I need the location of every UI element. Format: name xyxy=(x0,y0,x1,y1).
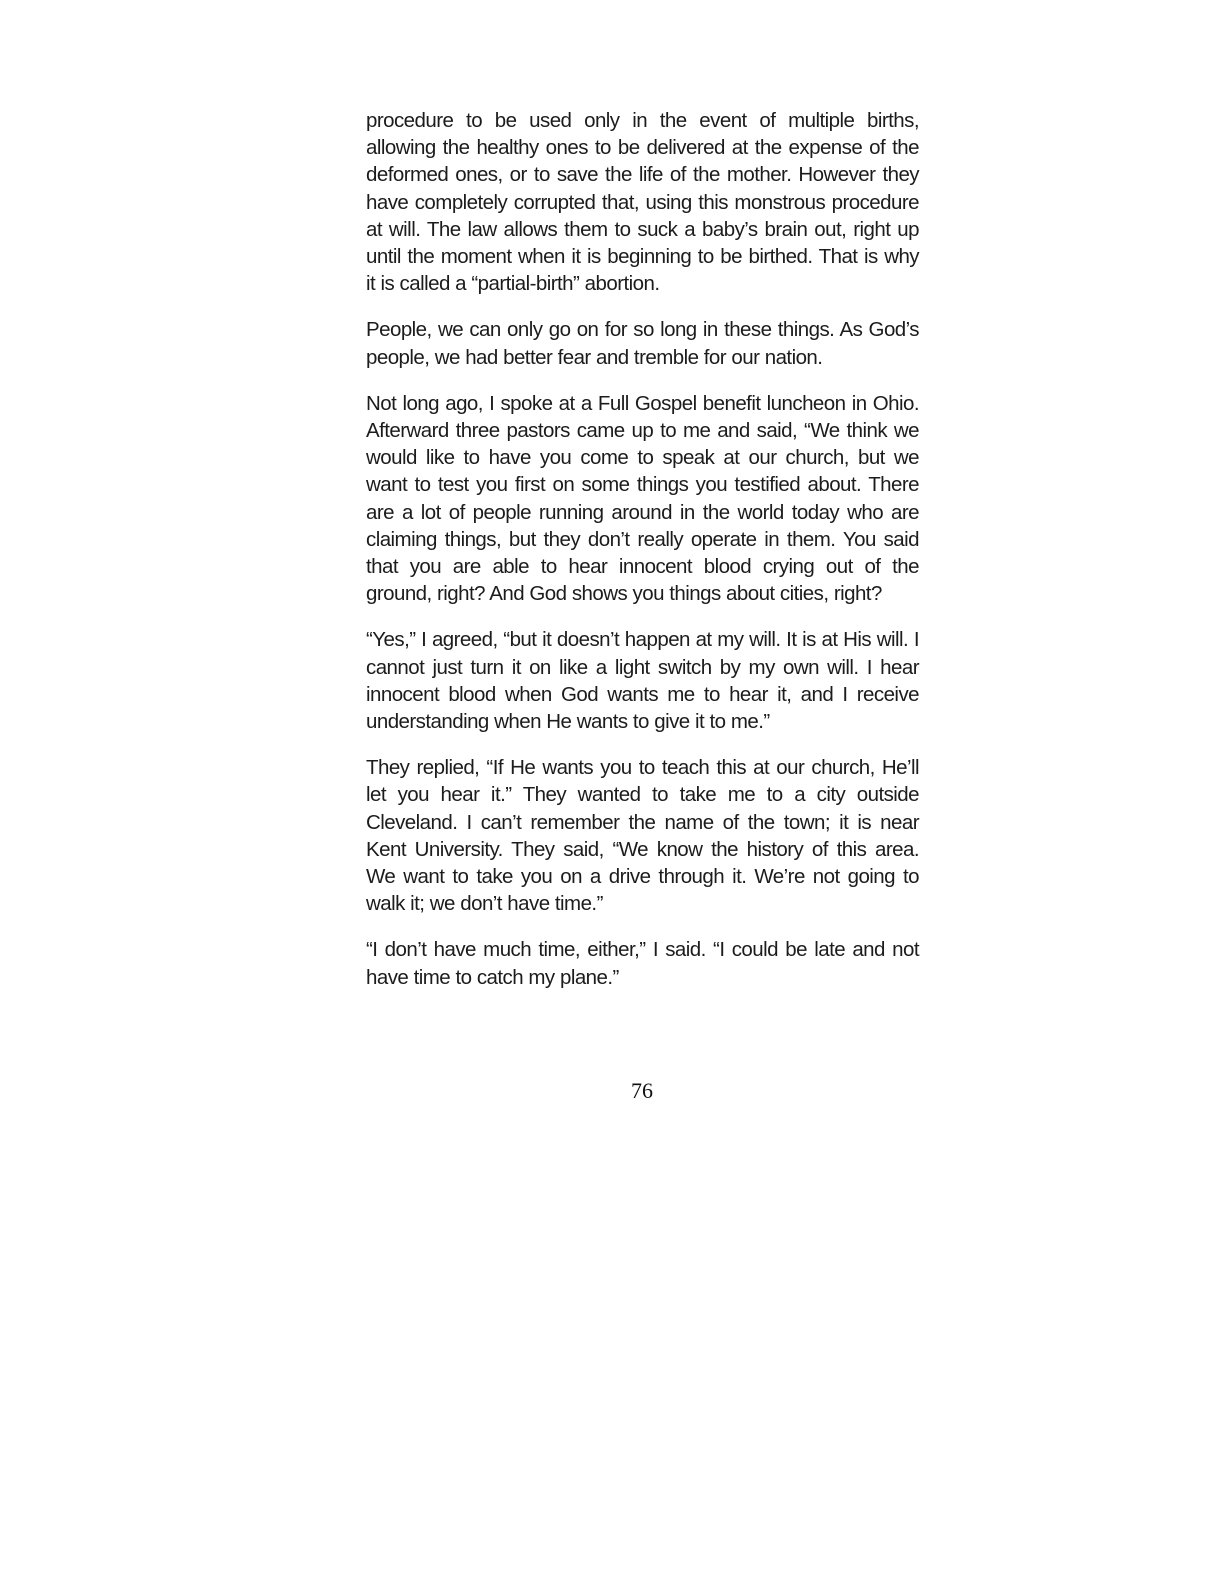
paragraph-5: They replied, “If He wants you to teach this at our church, He’ll let you hear it.” They wanted to take me to a city outside Cleveland. I can’t remember the name of the town; it is near Kent University. They said, “We know the history of this area. We want to take you on a drive through it. We’re not going to walk it; we don’t have time.” xyxy=(366,756,919,916)
paragraph-3: Not long ago, I spoke at a Full Gospel benefit luncheon in Ohio. Afterward three pastors came up to me and said, “We think we would like to have you come to speak at our church, but we want to test you first on some things you testified about. There are a lot of people running around in the world today who are claiming things, but they don’t really operate in them. You said that you are able to hear innocent blood crying out of the ground, right? And God shows you things about cities, right? xyxy=(366,391,919,606)
page-number: 76 xyxy=(631,1078,653,1103)
paragraph-2: People, we can only go on for so long in these things. As God’s people, we had better fear and tremble for our nation. xyxy=(366,318,919,369)
paragraph-6: “I don’t have much time, either,” I said. “I could be late and not have time to catch my plane.” xyxy=(366,938,919,989)
paragraph-4: “Yes,” I agreed, “but it doesn’t happen at my will. It is at His will. I cannot just turn it on like a light switch by my own will. I hear innocent blood when God wants me to hear it, and I receive understanding when He wants to give it to me.” xyxy=(366,628,919,734)
paragraph-1: procedure to be used only in the event of multiple births, allowing the healthy ones to be delivered at the expense of the deformed ones, or to save the life of the mother. However they have completely corrupted that, using this monstrous procedure at will. The law allows them to suck a baby’s brain out, right up until the moment when it is beginning to be birthed. That is why it is called a “partial-birth” abortion. xyxy=(366,109,919,296)
body-text xyxy=(366,107,919,1010)
